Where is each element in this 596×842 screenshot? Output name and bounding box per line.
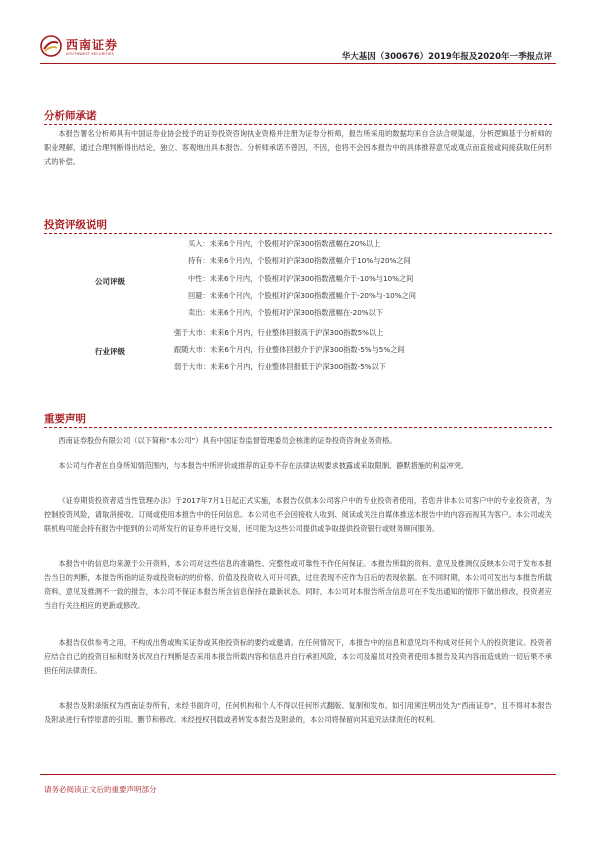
company-rating-label: 公司评级: [95, 277, 125, 286]
section-divider-analyst: [44, 124, 552, 125]
company-logo: [40, 32, 130, 62]
logo-chinese-name: 西南证券: [66, 38, 119, 52]
company-rating-item: 买入：未来6个月内，个股相对沪深300指数涨幅在20%以上: [188, 239, 381, 248]
industry-rating-item: 跟随大市：未来6个月内，行业整体回报介于沪深300指数-5%与5%之间: [174, 345, 405, 354]
company-rating-item: 卖出：未来6个月内，个股相对沪深300指数涨幅在-20%以下: [188, 308, 383, 317]
industry-rating-item: 弱于大市：未来6个月内，行业整体回报低于沪深300指数-5%以下: [174, 362, 386, 371]
footer-divider: [40, 774, 556, 775]
disclaimer-paragraph: 本报告仅供参考之用，不构成出售或购买证券或其他投资标的要约或邀请。在任何情况下，本报告中的信息和意见均不构成对任何个人的投资建议。投资者应结合自己的投资目标和财务状况自行判断是否采用本报告所载内容和信息并自行承担风险，本公司及雇员对投资者使用本报告及其内容而造成的一切后果不承担任何法律责任。: [44, 638, 552, 675]
section-divider-rating: [44, 233, 552, 234]
disclaimer-paragraph: 本报告中的信息均来源于公开资料，本公司对这些信息的准确性、完整性或可靠性不作任何保证。本报告所载的资料、意见及推测仅反映本公司于发布本报告当日的判断，本报告所指的证券或投资标的的价格、价值及投资收入可升可跌，过往表现不应作为日后的表现依据。在不同时期，本公司可发出与本报告所载资料、意见及推测不一致的报告，本公司不保证本报告所含信息保持在最新状态。同时，本公司对本报告所含信息可在不发出通知的情形下做出修改，投资者应当自行关注相应的更新或修改。: [44, 559, 552, 610]
section-heading-rating: 投资评级说明: [44, 219, 107, 231]
header-divider: [40, 63, 556, 64]
logo-english-name: SOUTHWEST SECURITIES: [66, 52, 114, 56]
industry-rating-item: 强于大市：未来6个月内，行业整体回报高于沪深300指数5%以上: [174, 328, 384, 337]
footer-notice: 请务必阅读正文后的重要声明部分: [44, 785, 157, 794]
disclaimer-paragraph: 《证券期货投资者适当性管理办法》于2017年7月1日起正式实施，本报告仅供本公司客户中的专业投资者使用，若您并非本公司客户中的专业投资者，为控制投资风险，请取消接收、订阅或使用本报告中的任何信息。本公司也不会因接收人收到、阅读或关注自媒体推送本报告中的内容而视其为客户。本公司或关联机构可能会持有报告中提到的公司所发行的证券并进行交易，还可能为这些公司提供或争取提供投资银行或财务顾问服务。: [44, 496, 552, 533]
analyst-commitment-text: 本报告署名分析师具有中国证券业协会授予的证券投资咨询执业资格并注册为证券分析师，报告所采用的数据均来自合法合规渠道，分析逻辑基于分析师的职业理解，通过合理判断得出结论，独立、客观地出具本报告。分析师承诺不曾因，不因，也将不会因本报告中的具体推荐意见或观点而直接或间接获取任何形式的补偿。: [44, 129, 552, 166]
section-heading-analyst: 分析师承诺: [44, 110, 97, 122]
logo-mark-icon: [40, 35, 62, 57]
industry-rating-label: 行业评级: [95, 347, 125, 356]
disclaimer-paragraph: 西南证券股份有限公司（以下简称“本公司”）具有中国证券监督管理委员会核准的证券投资咨询业务资格。: [58, 436, 397, 445]
report-title: 华大基因（300676）2019年报及2020年一季报点评: [341, 52, 552, 62]
company-rating-item: 回避：未来6个月内，个股相对沪深300指数涨幅介于-20%与-10%之间: [188, 291, 416, 300]
company-rating-item: 中性：未来6个月内，个股相对沪深300指数涨幅介于-10%与10%之间: [188, 274, 414, 283]
section-heading-disclaimer: 重要声明: [44, 413, 86, 425]
disclaimer-paragraph: 本公司与作者在自身所知情范围内，与本报告中所评价或推荐的证券不存在法律法规要求披露或采取限制、静默措施的利益冲突。: [58, 461, 469, 470]
disclaimer-paragraph: 本报告及附录版权为西南证券所有，未经书面许可，任何机构和个人不得以任何形式翻版、复制和发布。如引用须注明出处为“西南证券”，且不得对本报告及附录进行有悖原意的引用、删节和修改。未经授权刊载或者转发本报告及附录的，本公司将保留向其追究法律责任的权利。: [44, 701, 552, 724]
company-rating-item: 持有：未来6个月内，个股相对沪深300指数涨幅介于10%与20%之间: [188, 256, 411, 265]
section-divider-disclaimer: [44, 427, 552, 428]
